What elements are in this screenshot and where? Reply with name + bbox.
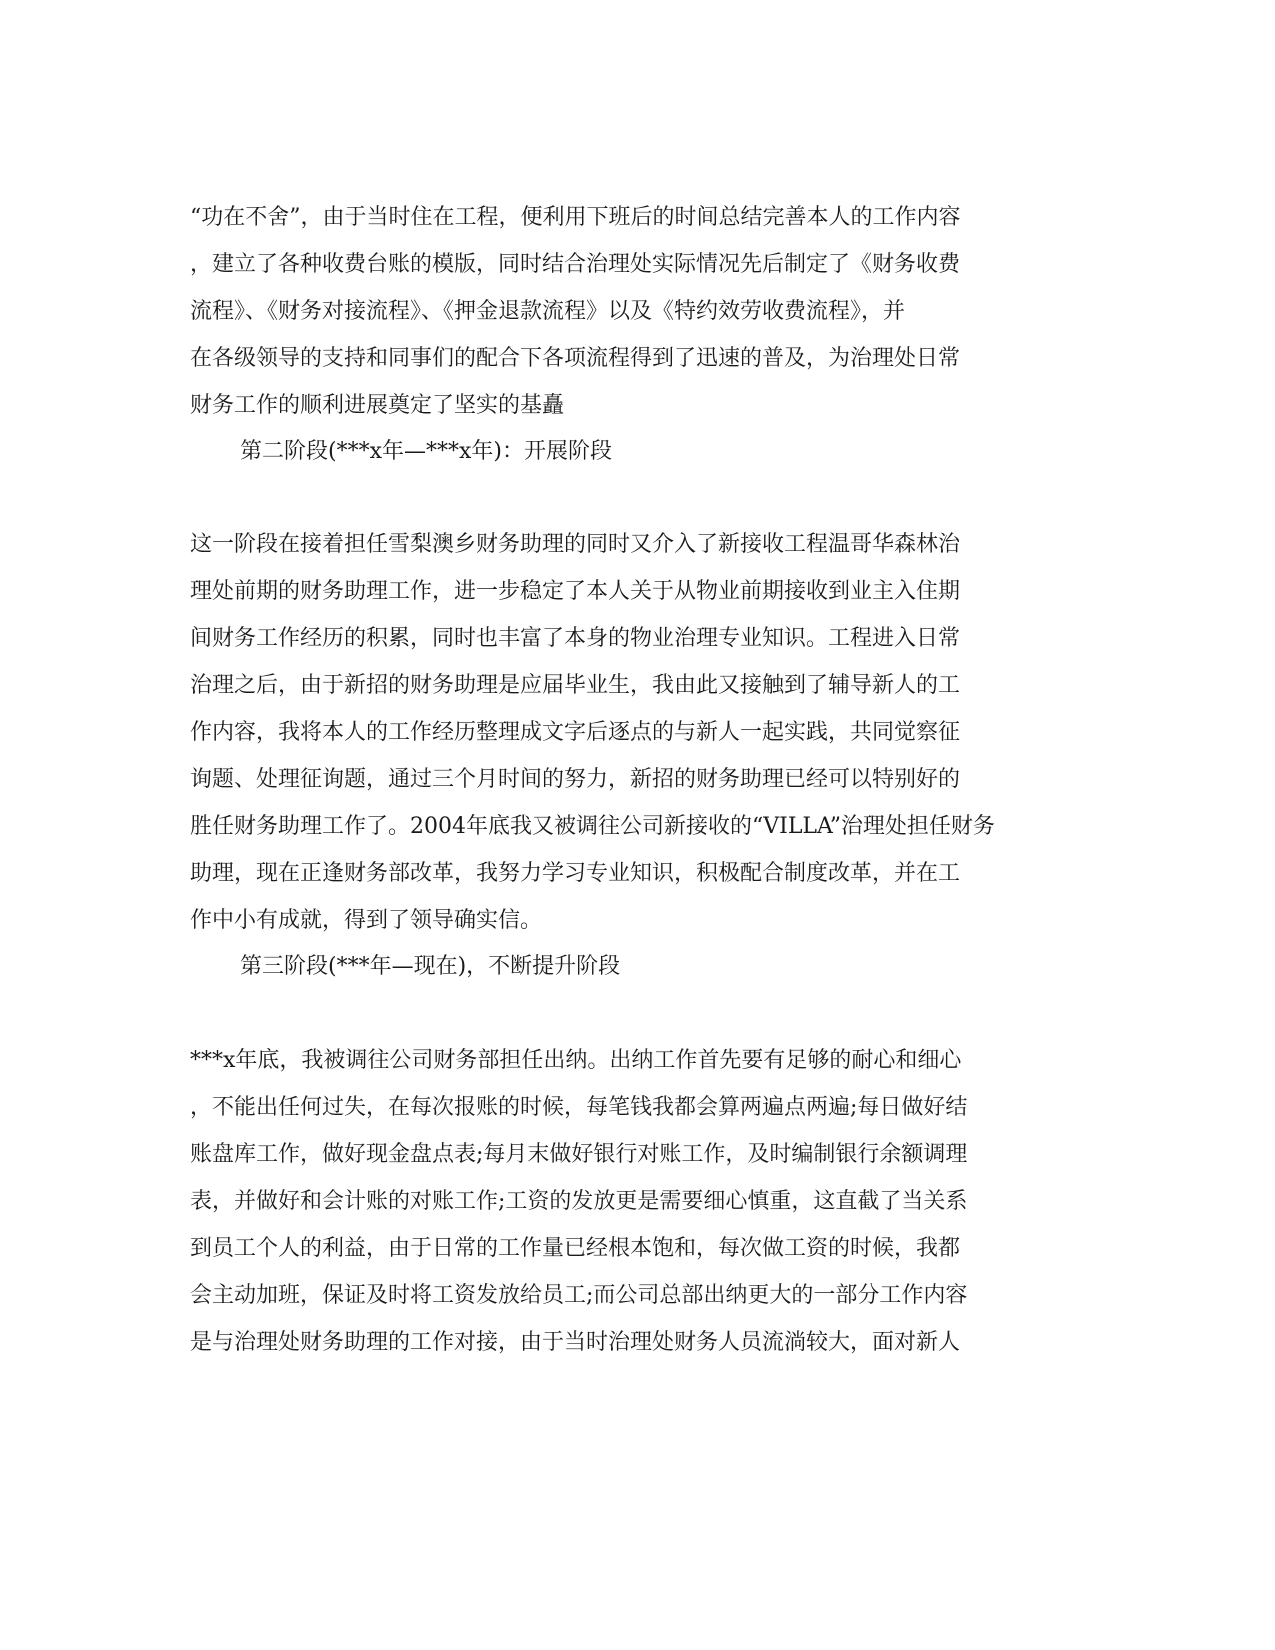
paragraph-2-line-5: 作内容，我将本人的工作经历整理成文字后逐点的与新人一起实践，共同觉察征 — [190, 720, 961, 745]
paragraph-3-line-5: 到员工个人的利益，由于日常的工作量已经根本饱和，每次做工资的时候，我都 — [190, 1236, 961, 1261]
paragraph-2-line-3: 间财务工作经历的积累，同时也丰富了本身的物业治理专业知识。工程进入日常 — [190, 626, 961, 651]
paragraph-1-line-2: ，建立了各种收费台账的模版，同时结合治理处实际情况先后制定了《财务收费 — [190, 252, 961, 277]
paragraph-1-line-4: 在各级领导的支持和同事们的配合下各项流程得到了迅速的普及，为治理处日常 — [190, 346, 961, 371]
paragraph-3-line-4: 表，并做好和会计账的对账工作;工资的发放更是需要细心慎重，这直截了当关系 — [190, 1189, 968, 1214]
paragraph-3-line-1: ***x年底，我被调往公司财务部担任出纳。出纳工作首先要有足够的耐心和细心 — [190, 1048, 962, 1073]
paragraph-3-line-7: 是与治理处财务助理的工作对接，由于当时治理处财务人员流淌较大，面对新人 — [190, 1330, 961, 1355]
paragraph-2-line-8: 助理，现在正逢财务部改革，我努力学习专业知识，积极配合制度改革，并在工 — [190, 861, 961, 886]
paragraph-3-line-2: ，不能出任何过失，在每次报账的时候，每笔钱我都会算两遍点两遍;每日做好结 — [190, 1095, 968, 1120]
section-heading-stage-2: 第二阶段(***x年—***x年)：开展阶段 — [240, 439, 612, 464]
paragraph-1-line-5: 财务工作的顺利进展奠定了坚实的基矗 — [190, 393, 565, 418]
paragraph-2-line-1: 这一阶段在接着担任雪梨澳乡财务助理的同时又介入了新接收工程温哥华森林治 — [190, 532, 961, 557]
section-heading-stage-3: 第三阶段(***年—现在)，不断提升阶段 — [240, 954, 621, 979]
paragraph-3-line-6: 会主动加班，保证及时将工资发放给员工;而公司总部出纳更大的一部分工作内容 — [190, 1283, 968, 1308]
paragraph-1-line-1: “功在不舍”，由于当时住在工程，便利用下班后的时间总结完善本人的工作内容 — [190, 205, 961, 230]
paragraph-3-line-3: 账盘库工作，做好现金盘点表;每月末做好银行对账工作，及时编制银行余额调理 — [190, 1142, 968, 1167]
paragraph-2-line-9: 作中小有成就，得到了领导确实信。 — [190, 908, 543, 933]
paragraph-2-line-2: 理处前期的财务助理工作，进一步稳定了本人关于从物业前期接收到业主入住期 — [190, 579, 961, 604]
paragraph-2-line-4: 治理之后，由于新招的财务助理是应届毕业生，我由此又接触到了辅导新人的工 — [190, 673, 961, 698]
paragraph-2-line-7: 胜任财务助理工作了。2004年底我又被调往公司新接收的“VILLA”治理处担任财务 — [190, 814, 995, 839]
paragraph-1-line-3: 流程》、《财务对接流程》、《押金退款流程》以及《特约效劳收费流程》，并 — [190, 299, 906, 324]
paragraph-2-line-6: 询题、处理征询题，通过三个月时间的努力，新招的财务助理已经可以特别好的 — [190, 767, 961, 792]
